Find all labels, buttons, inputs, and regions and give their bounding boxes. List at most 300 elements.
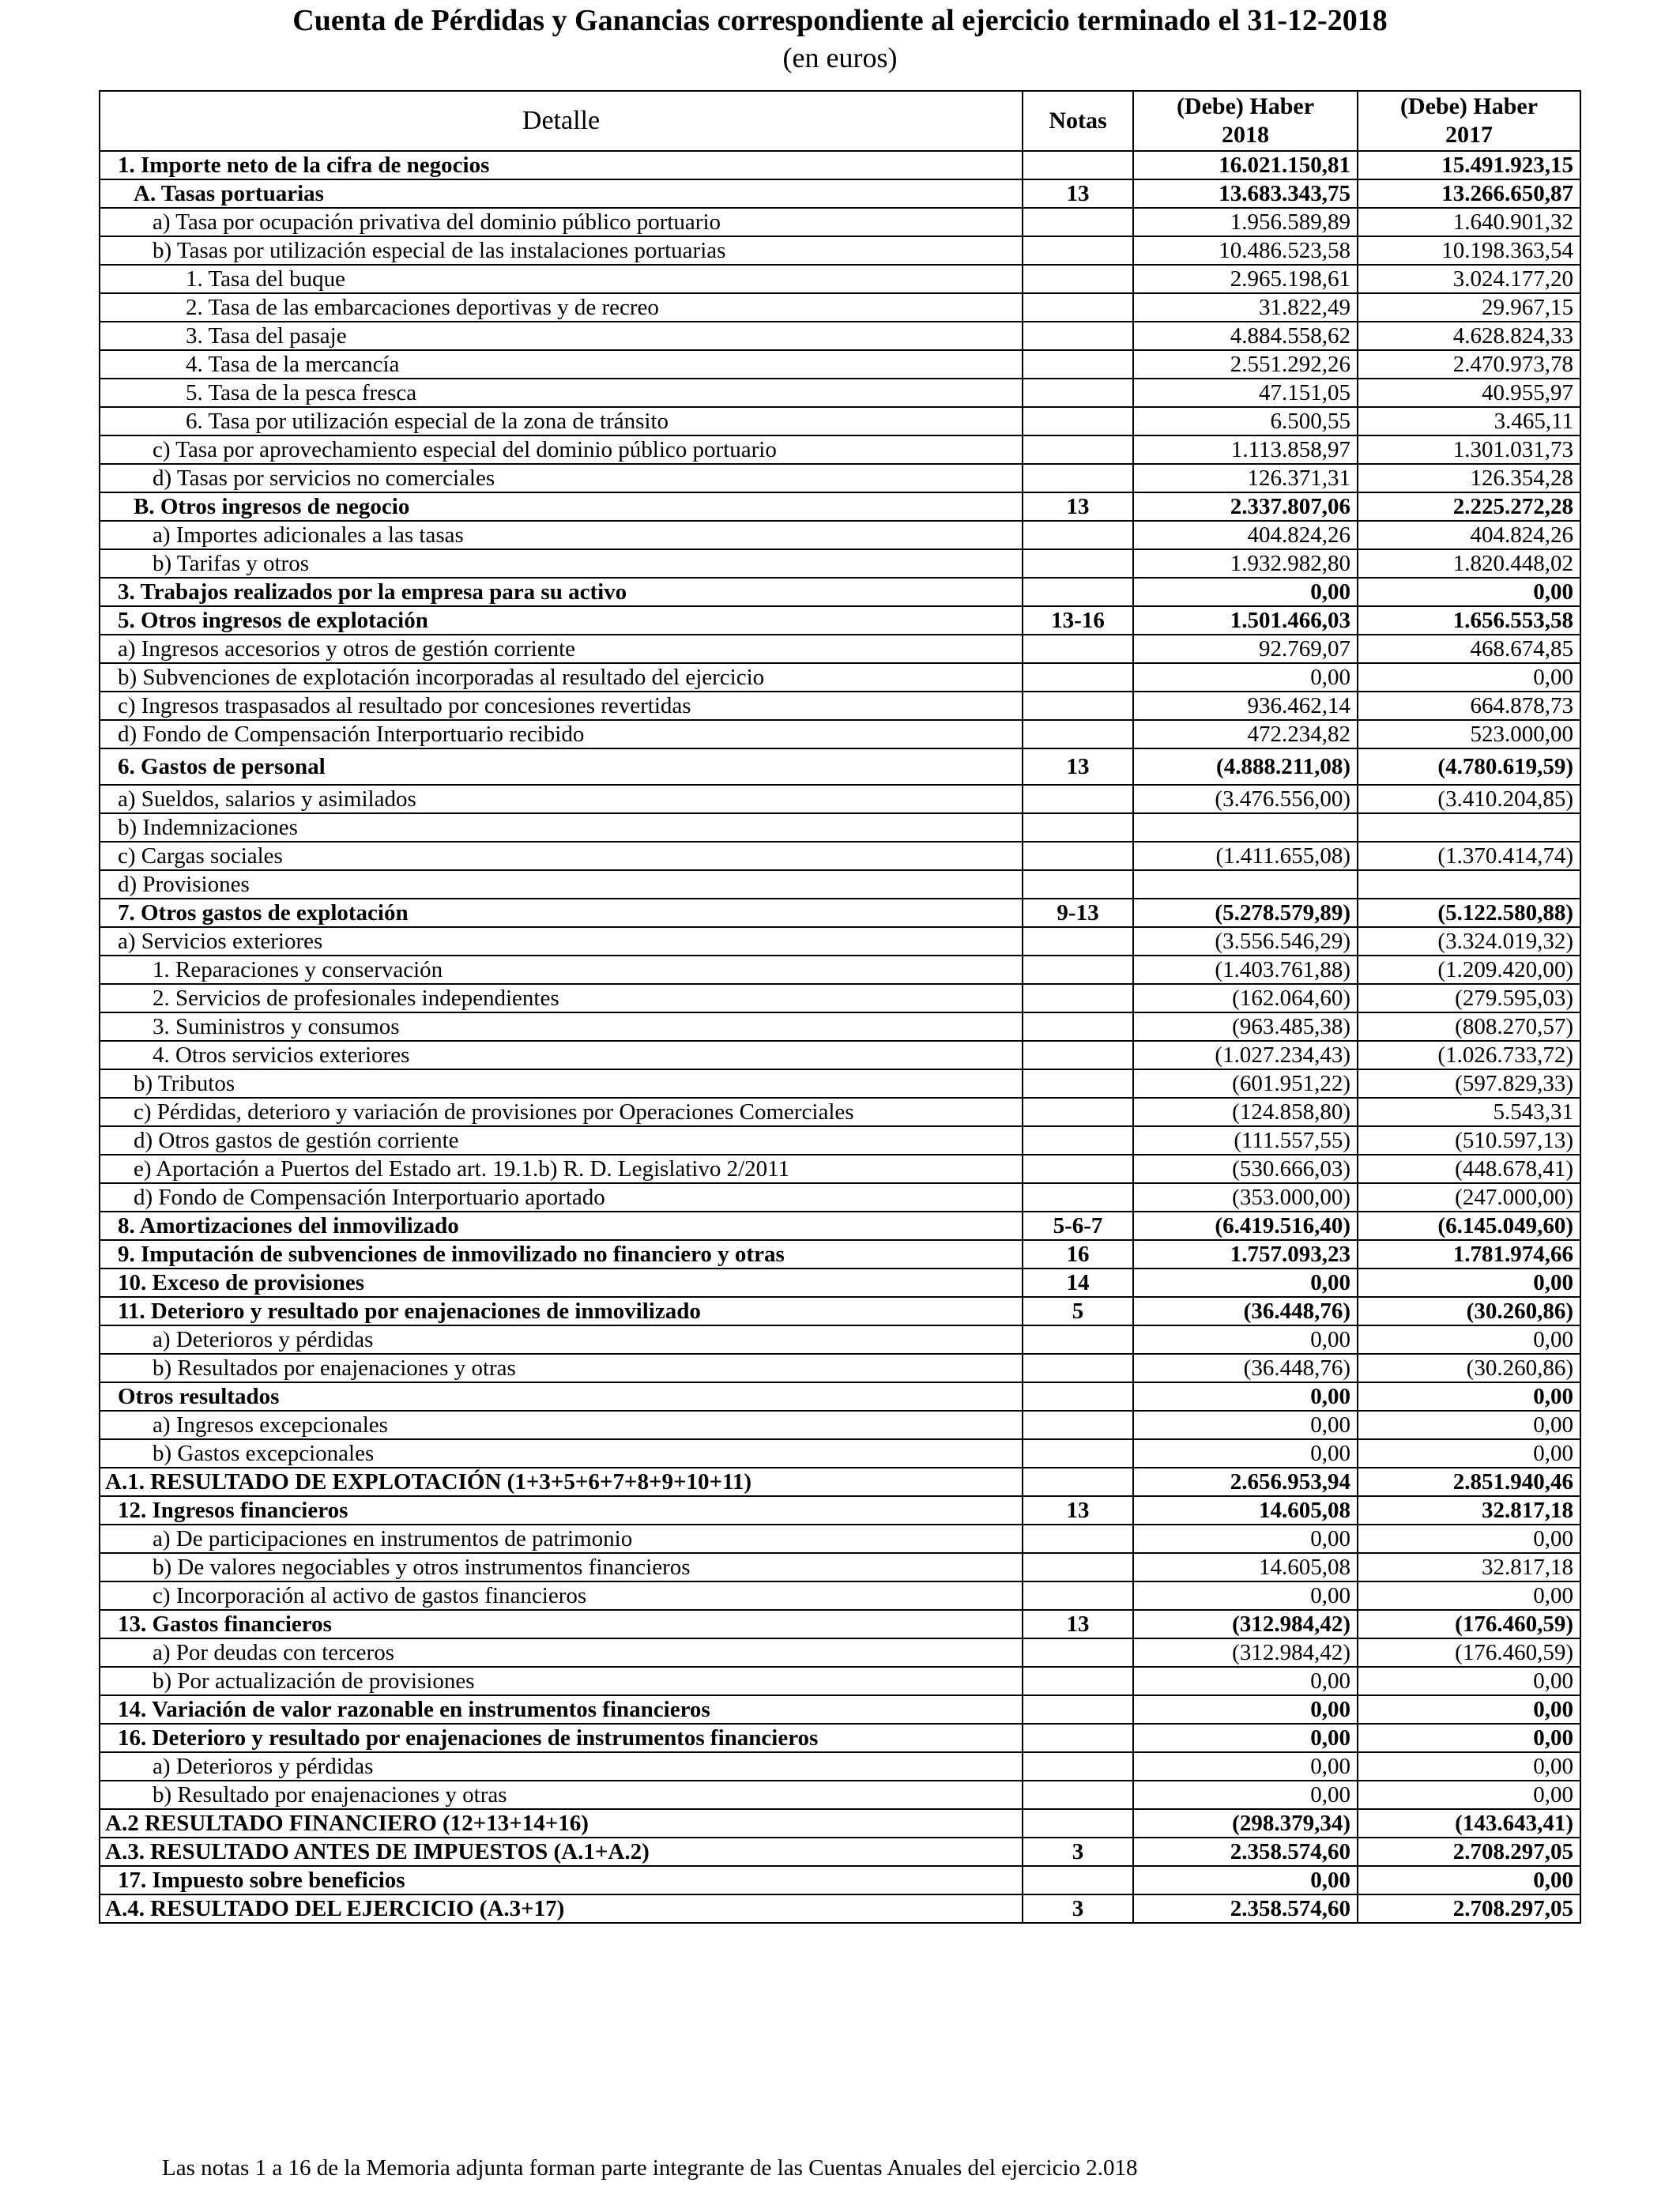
table-row [100,1581,1580,1610]
table-row [100,464,1580,492]
row-nota: 13 [1023,1610,1133,1638]
table-row [100,1354,1580,1382]
table-row [100,521,1580,549]
table-row [100,1126,1580,1155]
row-value-2018: 2.337.807,06 [1133,492,1358,521]
row-value-2018 [1133,870,1358,899]
row-value-2017: (597.829,33) [1358,1069,1580,1098]
row-nota [1023,1809,1133,1838]
row-value-2018: 0,00 [1133,1866,1358,1894]
table-row [100,1411,1580,1439]
row-label: e) Aportación a Puertos del Estado art. 19.1.b) R. D. Legislativo 2/2011 [100,1155,1023,1183]
row-label: c) Incorporación al activo de gastos financieros [100,1581,1023,1610]
row-value-2018: 2.965.198,61 [1133,265,1358,293]
row-value-2018: (111.557,55) [1133,1126,1358,1155]
row-value-2017: (30.260,86) [1358,1354,1580,1382]
table-row [100,1439,1580,1468]
row-value-2018: (312.984,42) [1133,1638,1358,1667]
table-row [100,1098,1580,1126]
row-nota [1023,1553,1133,1581]
row-value-2018: 2.358.574,60 [1133,1894,1358,1923]
row-nota: 16 [1023,1240,1133,1269]
table-row [100,956,1580,984]
row-value-2018: 404.824,26 [1133,521,1358,549]
row-label: a) Ingresos excepcionales [100,1411,1023,1439]
header-notas: Notas [1023,91,1133,151]
row-label: 1. Reparaciones y conservación [100,956,1023,984]
row-label: a) Deterioros y pérdidas [100,1752,1023,1781]
table-row [100,635,1580,663]
row-label: 8. Amortizaciones del inmovilizado [100,1212,1023,1240]
row-label: b) Indemnizaciones [100,813,1023,842]
row-value-2017: 1.820.448,02 [1358,549,1580,578]
row-nota [1023,1638,1133,1667]
row-nota [1023,1724,1133,1752]
row-nota [1023,1581,1133,1610]
row-label: d) Tasas por servicios no comerciales [100,464,1023,492]
row-value-2017: 1.781.974,66 [1358,1240,1580,1269]
row-value-2018: 1.501.466,03 [1133,606,1358,635]
row-value-2018: 1.757.093,23 [1133,1240,1358,1269]
row-value-2018: 0,00 [1133,1724,1358,1752]
row-value-2018: 0,00 [1133,1411,1358,1439]
table-row [100,208,1580,236]
table-row [100,1894,1580,1923]
row-value-2017: (30.260,86) [1358,1297,1580,1325]
row-value-2018: 1.932.982,80 [1133,549,1358,578]
row-value-2017: 1.301.031,73 [1358,435,1580,464]
table-row [100,1069,1580,1098]
row-nota: 13 [1023,1496,1133,1525]
row-nota [1023,435,1133,464]
row-value-2017: 523.000,00 [1358,720,1580,748]
row-label: 2. Servicios de profesionales independientes [100,984,1023,1012]
row-label: 1. Tasa del buque [100,265,1023,293]
table-row [100,927,1580,956]
row-label: b) De valores negociables y otros instrumentos financieros [100,1553,1023,1581]
table-row [100,549,1580,578]
row-label: Otros resultados [100,1382,1023,1411]
row-nota [1023,1012,1133,1041]
table-row [100,1553,1580,1581]
row-nota [1023,692,1133,720]
row-label: A.4. RESULTADO DEL EJERCICIO (A.3+17) [100,1894,1023,1923]
row-nota [1023,293,1133,322]
row-nota: 3 [1023,1894,1133,1923]
table-row [100,492,1580,521]
row-label: 3. Suministros y consumos [100,1012,1023,1041]
row-nota [1023,1439,1133,1468]
row-nota [1023,813,1133,842]
row-value-2018: (3.556.546,29) [1133,927,1358,956]
row-nota [1023,1667,1133,1695]
row-label: a) Importes adicionales a las tasas [100,521,1023,549]
row-nota: 3 [1023,1838,1133,1866]
row-value-2017: 468.674,85 [1358,635,1580,663]
row-value-2017: 0,00 [1358,1695,1580,1724]
row-nota: 13 [1023,179,1133,208]
row-value-2017: (808.270,57) [1358,1012,1580,1041]
row-nota [1023,208,1133,236]
row-value-2018: 16.021.150,81 [1133,151,1358,179]
table-row [100,236,1580,265]
row-nota [1023,842,1133,870]
row-nota [1023,407,1133,435]
table-row [100,1866,1580,1894]
table-row [100,1724,1580,1752]
row-label: 3. Tasa del pasaje [100,322,1023,350]
row-value-2018: (36.448,76) [1133,1297,1358,1325]
row-nota [1023,785,1133,813]
row-nota [1023,1155,1133,1183]
row-value-2017 [1358,870,1580,899]
row-nota [1023,1695,1133,1724]
header-2017-line1: (Debe) Haber [1399,93,1539,119]
row-label: a) Por deudas con terceros [100,1638,1023,1667]
row-value-2018: 0,00 [1133,1325,1358,1354]
row-label: a) De participaciones en instrumentos de patrimonio [100,1525,1023,1553]
row-value-2017: 40.955,97 [1358,379,1580,407]
row-label: 6. Tasa por utilización especial de la zona de tránsito [100,407,1023,435]
row-value-2017: (3.410.204,85) [1358,785,1580,813]
row-value-2017: (176.460,59) [1358,1610,1580,1638]
document-subtitle: (en euros) [782,42,898,74]
row-label: a) Ingresos accesorios y otros de gestión corriente [100,635,1023,663]
table-row [100,748,1580,785]
row-label: A.2 RESULTADO FINANCIERO (12+13+14+16) [100,1809,1023,1838]
row-value-2018: 1.113.858,97 [1133,435,1358,464]
table-row [100,151,1580,179]
row-label: 4. Otros servicios exteriores [100,1041,1023,1069]
row-value-2018: (36.448,76) [1133,1354,1358,1382]
table-row [100,1695,1580,1724]
row-value-2017: 2.225.272,28 [1358,492,1580,521]
row-nota [1023,720,1133,748]
table-row [100,1212,1580,1240]
row-value-2017: (176.460,59) [1358,1638,1580,1667]
row-label: A.1. RESULTADO DE EXPLOTACIÓN (1+3+5+6+7+8+9+10+11) [100,1468,1023,1496]
row-label: a) Tasa por ocupación privativa del dominio público portuario [100,208,1023,236]
row-value-2018: (6.419.516,40) [1133,1212,1358,1240]
row-value-2018: 0,00 [1133,1695,1358,1724]
row-label: c) Ingresos traspasados al resultado por concesiones revertidas [100,692,1023,720]
row-label: 11. Deterioro y resultado por enajenaciones de inmovilizado [100,1297,1023,1325]
row-value-2018: 2.551.292,26 [1133,350,1358,379]
header-2018-line1: (Debe) Haber [1176,93,1315,119]
row-value-2017: (6.145.049,60) [1358,1212,1580,1240]
row-label: b) Gastos excepcionales [100,1439,1023,1468]
row-value-2018: 0,00 [1133,1525,1358,1553]
row-label: 9. Imputación de subvenciones de inmovilizado no financiero y otras [100,1240,1023,1269]
row-value-2017: 0,00 [1358,578,1580,606]
row-value-2017: 0,00 [1358,1382,1580,1411]
table-row [100,1496,1580,1525]
row-label: 12. Ingresos financieros [100,1496,1023,1525]
table-row [100,785,1580,813]
table-row [100,1468,1580,1496]
row-nota [1023,870,1133,899]
table-row [100,1638,1580,1667]
row-nota [1023,956,1133,984]
row-nota: 13 [1023,492,1133,521]
row-value-2017: 2.851.940,46 [1358,1468,1580,1496]
row-nota [1023,663,1133,692]
row-value-2017: 4.628.824,33 [1358,322,1580,350]
row-value-2018: 0,00 [1133,1439,1358,1468]
row-value-2017: 29.967,15 [1358,293,1580,322]
row-value-2018: (353.000,00) [1133,1183,1358,1212]
row-label: d) Otros gastos de gestión corriente [100,1126,1023,1155]
row-value-2017: (247.000,00) [1358,1183,1580,1212]
table-row [100,1012,1580,1041]
header-2017-line2: 2017 [1445,122,1493,148]
row-label: d) Fondo de Compensación Interportuario recibido [100,720,1023,748]
row-value-2018: 14.605,08 [1133,1496,1358,1525]
table-row [100,1610,1580,1638]
row-value-2017: 0,00 [1358,1752,1580,1781]
row-nota [1023,350,1133,379]
row-nota [1023,1183,1133,1212]
table-body [100,151,1580,1923]
row-label: a) Servicios exteriores [100,927,1023,956]
row-value-2017: 0,00 [1358,1581,1580,1610]
row-value-2018: 126.371,31 [1133,464,1358,492]
table-row [100,1155,1580,1183]
row-value-2018: (312.984,42) [1133,1610,1358,1638]
row-nota [1023,265,1133,293]
row-value-2017: (143.643,41) [1358,1809,1580,1838]
table-row [100,179,1580,208]
row-label: 2. Tasa de las embarcaciones deportivas y de recreo [100,293,1023,322]
table-row [100,606,1580,635]
row-label: c) Pérdidas, deterioro y variación de provisiones por Operaciones Comerciales [100,1098,1023,1126]
row-value-2018: (530.666,03) [1133,1155,1358,1183]
row-nota [1023,1781,1133,1809]
table-row [100,663,1580,692]
row-nota [1023,464,1133,492]
row-nota [1023,1354,1133,1382]
row-label: b) Tasas por utilización especial de las instalaciones portuarias [100,236,1023,265]
row-label: c) Tasa por aprovechamiento especial del dominio público portuario [100,435,1023,464]
footnote: Las notas 1 a 16 de la Memoria adjunta forman parte integrante de las Cuentas Anuales del ejercicio 2.018 [162,2155,1138,2181]
row-value-2018: 472.234,82 [1133,720,1358,748]
row-value-2017: 0,00 [1358,1667,1580,1695]
row-label: b) Tarifas y otros [100,549,1023,578]
row-value-2017: 0,00 [1358,663,1580,692]
row-label: 16. Deterioro y resultado por enajenaciones de instrumentos financieros [100,1724,1023,1752]
row-value-2017: 0,00 [1358,1724,1580,1752]
row-nota [1023,1325,1133,1354]
row-value-2018: (4.888.211,08) [1133,748,1358,785]
table-row [100,984,1580,1012]
row-nota [1023,1525,1133,1553]
row-value-2018: (124.858,80) [1133,1098,1358,1126]
row-label: B. Otros ingresos de negocio [100,492,1023,521]
row-nota [1023,379,1133,407]
row-nota: 5 [1023,1297,1133,1325]
row-label: d) Fondo de Compensación Interportuario aportado [100,1183,1023,1212]
table-row [100,1667,1580,1695]
table-row [100,1382,1580,1411]
row-nota: 5-6-7 [1023,1212,1133,1240]
table-row [100,1809,1580,1838]
row-value-2017: 0,00 [1358,1866,1580,1894]
row-nota [1023,1866,1133,1894]
row-value-2018: 92.769,07 [1133,635,1358,663]
income-statement-table [99,90,1581,1924]
row-value-2017: 5.543,31 [1358,1098,1580,1126]
row-value-2017: (5.122.580,88) [1358,899,1580,927]
row-nota [1023,1069,1133,1098]
row-value-2017: (448.678,41) [1358,1155,1580,1183]
row-nota [1023,927,1133,956]
table-row [100,322,1580,350]
table-row [100,1183,1580,1212]
row-value-2018: 1.956.589,89 [1133,208,1358,236]
row-label: d) Provisiones [100,870,1023,899]
row-value-2018: (298.379,34) [1133,1809,1358,1838]
table-row [100,1041,1580,1069]
row-value-2018: 0,00 [1133,1781,1358,1809]
row-label: 5. Otros ingresos de explotación [100,606,1023,635]
row-nota [1023,1382,1133,1411]
row-label: 13. Gastos financieros [100,1610,1023,1638]
table-row [100,899,1580,927]
row-value-2017: 0,00 [1358,1269,1580,1297]
row-value-2017: 3.465,11 [1358,407,1580,435]
table-row [100,1525,1580,1553]
row-value-2018: 0,00 [1133,1269,1358,1297]
row-value-2018: 14.605,08 [1133,1553,1358,1581]
row-nota [1023,578,1133,606]
table-row [100,870,1580,899]
row-value-2017: (1.370.414,74) [1358,842,1580,870]
table-row [100,813,1580,842]
row-nota [1023,1098,1133,1126]
row-label: 1. Importe neto de la cifra de negocios [100,151,1023,179]
row-value-2018: (601.951,22) [1133,1069,1358,1098]
row-nota [1023,1752,1133,1781]
table-row [100,1752,1580,1781]
row-label: a) Sueldos, salarios y asimilados [100,785,1023,813]
table-row [100,1781,1580,1809]
row-value-2018: (1.027.234,43) [1133,1041,1358,1069]
header-2018 [1133,91,1358,151]
row-value-2017: 0,00 [1358,1781,1580,1809]
row-nota [1023,322,1133,350]
row-value-2017: 1.656.553,58 [1358,606,1580,635]
header-detalle: Detalle [100,91,1023,151]
row-value-2017: 2.470.973,78 [1358,350,1580,379]
table-row [100,692,1580,720]
row-value-2017: 10.198.363,54 [1358,236,1580,265]
table-header [100,91,1580,151]
row-value-2018: (1.403.761,88) [1133,956,1358,984]
row-value-2017: (510.597,13) [1358,1126,1580,1155]
row-label: 5. Tasa de la pesca fresca [100,379,1023,407]
table-row [100,379,1580,407]
row-value-2018: 0,00 [1133,1752,1358,1781]
row-value-2017: 2.708.297,05 [1358,1838,1580,1866]
row-label: 7. Otros gastos de explotación [100,899,1023,927]
row-label: 17. Impuesto sobre beneficios [100,1866,1023,1894]
row-value-2018: 6.500,55 [1133,407,1358,435]
row-label: a) Deterioros y pérdidas [100,1325,1023,1354]
table-row [100,435,1580,464]
header-2018-line2: 2018 [1222,122,1269,148]
table-row [100,350,1580,379]
row-value-2017: 15.491.923,15 [1358,151,1580,179]
table-row [100,1240,1580,1269]
row-label: 14. Variación de valor razonable en instrumentos financieros [100,1695,1023,1724]
row-value-2018: 13.683.343,75 [1133,179,1358,208]
row-value-2017: 2.708.297,05 [1358,1894,1580,1923]
row-value-2018: 0,00 [1133,1581,1358,1610]
row-value-2017: 126.354,28 [1358,464,1580,492]
header-row [100,91,1580,151]
row-label: 10. Exceso de provisiones [100,1269,1023,1297]
row-label: A. Tasas portuarias [100,179,1023,208]
row-value-2018: (3.476.556,00) [1133,785,1358,813]
row-nota [1023,236,1133,265]
table-row [100,1297,1580,1325]
table-row [100,407,1580,435]
table-row [100,842,1580,870]
table-row [100,1325,1580,1354]
row-nota [1023,549,1133,578]
row-value-2017: (1.026.733,72) [1358,1041,1580,1069]
row-nota [1023,1411,1133,1439]
row-value-2017: 32.817,18 [1358,1496,1580,1525]
row-value-2018: 2.656.953,94 [1133,1468,1358,1496]
table-row [100,293,1580,322]
row-label: b) Resultados por enajenaciones y otras [100,1354,1023,1382]
row-label: b) Resultado por enajenaciones y otras [100,1781,1023,1809]
table-row [100,1838,1580,1866]
row-value-2017: (279.595,03) [1358,984,1580,1012]
row-label: b) Por actualización de provisiones [100,1667,1023,1695]
row-value-2018: 10.486.523,58 [1133,236,1358,265]
row-value-2017: 3.024.177,20 [1358,265,1580,293]
row-value-2017: (1.209.420,00) [1358,956,1580,984]
row-value-2018: (1.411.655,08) [1133,842,1358,870]
row-value-2017: (3.324.019,32) [1358,927,1580,956]
row-label: c) Cargas sociales [100,842,1023,870]
row-value-2018: 4.884.558,62 [1133,322,1358,350]
row-label: 3. Trabajos realizados por la empresa para su activo [100,578,1023,606]
row-value-2017: 32.817,18 [1358,1553,1580,1581]
row-value-2018: 0,00 [1133,1382,1358,1411]
row-nota: 13-16 [1023,606,1133,635]
row-nota [1023,1041,1133,1069]
row-value-2017: 664.878,73 [1358,692,1580,720]
row-value-2017: 0,00 [1358,1439,1580,1468]
row-nota [1023,635,1133,663]
row-value-2018: 0,00 [1133,1667,1358,1695]
header-2017 [1358,91,1580,151]
row-value-2017: 1.640.901,32 [1358,208,1580,236]
row-nota [1023,151,1133,179]
row-nota: 13 [1023,748,1133,785]
row-value-2018: (5.278.579,89) [1133,899,1358,927]
table-row [100,720,1580,748]
row-value-2018 [1133,813,1358,842]
row-value-2017 [1358,813,1580,842]
row-value-2018: 0,00 [1133,578,1358,606]
row-value-2017: 0,00 [1358,1411,1580,1439]
row-value-2017: 0,00 [1358,1525,1580,1553]
row-label: 6. Gastos de personal [100,748,1023,785]
